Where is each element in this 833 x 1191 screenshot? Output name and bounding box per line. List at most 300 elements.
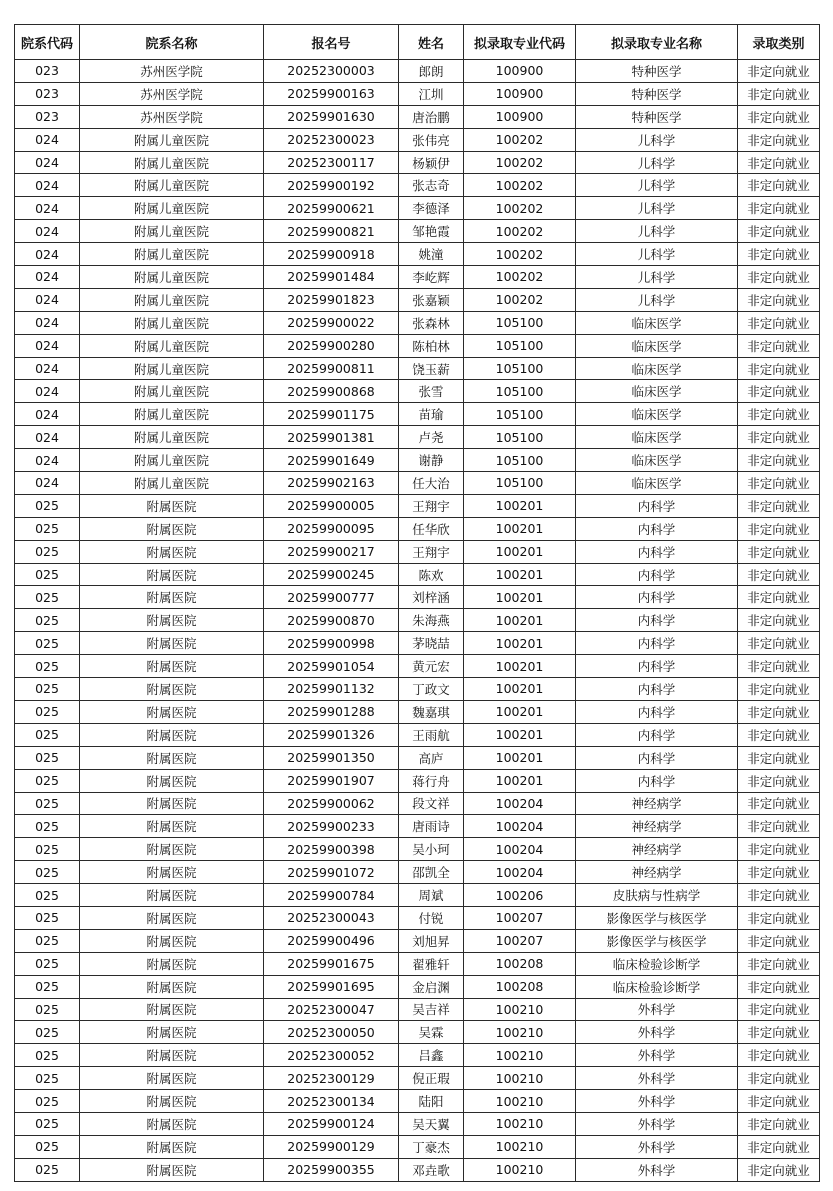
table-row xyxy=(15,197,820,220)
dept-name-cell: 附属儿童医院 xyxy=(80,357,264,380)
major-code-cell: 100201 xyxy=(464,609,576,632)
student-name-cell: 吴小珂 xyxy=(399,838,464,861)
table-row xyxy=(15,449,820,472)
dept-code-cell: 025 xyxy=(15,586,80,609)
dept-code-cell: 025 xyxy=(15,1112,80,1135)
registration-number-cell: 20259900998 xyxy=(264,632,399,655)
student-name-cell: 任华欣 xyxy=(399,517,464,540)
registration-number-cell: 20259902163 xyxy=(264,472,399,495)
dept-code-cell: 025 xyxy=(15,609,80,632)
admission-type-cell: 非定向就业 xyxy=(738,426,820,449)
student-name-cell: 刘旭昇 xyxy=(399,929,464,952)
dept-code-cell: 024 xyxy=(15,128,80,151)
registration-number-cell: 20259900784 xyxy=(264,884,399,907)
registration-number-cell: 20259900870 xyxy=(264,609,399,632)
dept-name-cell: 附属医院 xyxy=(80,861,264,884)
registration-number-cell: 20259901288 xyxy=(264,700,399,723)
header-dept-code: 院系代码 xyxy=(15,25,80,60)
major-code-cell: 100202 xyxy=(464,197,576,220)
major-name-cell: 影像医学与核医学 xyxy=(576,906,738,929)
admission-type-cell: 非定向就业 xyxy=(738,220,820,243)
major-name-cell: 内科学 xyxy=(576,746,738,769)
dept-code-cell: 025 xyxy=(15,632,80,655)
student-name-cell: 倪正瑕 xyxy=(399,1067,464,1090)
major-code-cell: 100204 xyxy=(464,815,576,838)
table-row xyxy=(15,861,820,884)
admission-type-cell: 非定向就业 xyxy=(738,746,820,769)
header-major-name: 拟录取专业名称 xyxy=(576,25,738,60)
major-name-cell: 内科学 xyxy=(576,700,738,723)
dept-code-cell: 024 xyxy=(15,151,80,174)
major-code-cell: 105100 xyxy=(464,403,576,426)
registration-number-cell: 20259900062 xyxy=(264,792,399,815)
major-code-cell: 100201 xyxy=(464,517,576,540)
student-name-cell: 李德泽 xyxy=(399,197,464,220)
dept-name-cell: 附属医院 xyxy=(80,929,264,952)
major-code-cell: 100204 xyxy=(464,792,576,815)
admission-type-cell: 非定向就业 xyxy=(738,998,820,1021)
table-row xyxy=(15,151,820,174)
major-name-cell: 神经病学 xyxy=(576,861,738,884)
dept-code-cell: 024 xyxy=(15,174,80,197)
major-name-cell: 外科学 xyxy=(576,1112,738,1135)
dept-code-cell: 025 xyxy=(15,792,80,815)
admission-type-cell: 非定向就业 xyxy=(738,563,820,586)
dept-code-cell: 025 xyxy=(15,906,80,929)
admission-type-cell: 非定向就业 xyxy=(738,128,820,151)
student-name-cell: 张志奇 xyxy=(399,174,464,197)
major-name-cell: 内科学 xyxy=(576,586,738,609)
student-name-cell: 刘梓涵 xyxy=(399,586,464,609)
dept-name-cell: 附属儿童医院 xyxy=(80,311,264,334)
major-code-cell: 100204 xyxy=(464,861,576,884)
major-name-cell: 外科学 xyxy=(576,1135,738,1158)
registration-number-cell: 20259900005 xyxy=(264,494,399,517)
table-row xyxy=(15,334,820,357)
dept-code-cell: 025 xyxy=(15,769,80,792)
dept-code-cell: 025 xyxy=(15,861,80,884)
major-code-cell: 100201 xyxy=(464,540,576,563)
major-name-cell: 内科学 xyxy=(576,769,738,792)
dept-name-cell: 附属儿童医院 xyxy=(80,288,264,311)
dept-code-cell: 024 xyxy=(15,220,80,243)
dept-name-cell: 附属医院 xyxy=(80,632,264,655)
dept-name-cell: 附属医院 xyxy=(80,1135,264,1158)
admission-type-cell: 非定向就业 xyxy=(738,82,820,105)
dept-name-cell: 附属医院 xyxy=(80,678,264,701)
table-row xyxy=(15,243,820,266)
admission-type-cell: 非定向就业 xyxy=(738,105,820,128)
admission-type-cell: 非定向就业 xyxy=(738,838,820,861)
table-row xyxy=(15,82,820,105)
major-code-cell: 100201 xyxy=(464,746,576,769)
dept-name-cell: 附属医院 xyxy=(80,517,264,540)
student-name-cell: 任大治 xyxy=(399,472,464,495)
admission-type-cell: 非定向就业 xyxy=(738,815,820,838)
table-row xyxy=(15,494,820,517)
major-name-cell: 外科学 xyxy=(576,1021,738,1044)
major-name-cell: 神经病学 xyxy=(576,815,738,838)
registration-number-cell: 20259901649 xyxy=(264,449,399,472)
table-row xyxy=(15,1158,820,1181)
dept-code-cell: 024 xyxy=(15,403,80,426)
admission-type-cell: 非定向就业 xyxy=(738,1044,820,1067)
major-name-cell: 临床医学 xyxy=(576,334,738,357)
student-name-cell: 段文祥 xyxy=(399,792,464,815)
dept-name-cell: 附属医院 xyxy=(80,700,264,723)
major-name-cell: 外科学 xyxy=(576,1158,738,1181)
dept-code-cell: 023 xyxy=(15,82,80,105)
major-code-cell: 100201 xyxy=(464,655,576,678)
table-row xyxy=(15,174,820,197)
registration-number-cell: 20259901326 xyxy=(264,723,399,746)
table-row xyxy=(15,426,820,449)
dept-code-cell: 024 xyxy=(15,288,80,311)
major-code-cell: 100202 xyxy=(464,243,576,266)
dept-name-cell: 附属医院 xyxy=(80,746,264,769)
header-student-name: 姓名 xyxy=(399,25,464,60)
header-registration-number: 报名号 xyxy=(264,25,399,60)
admission-type-cell: 非定向就业 xyxy=(738,311,820,334)
dept-name-cell: 附属医院 xyxy=(80,1021,264,1044)
dept-name-cell: 附属儿童医院 xyxy=(80,266,264,289)
registration-number-cell: 20259901072 xyxy=(264,861,399,884)
major-code-cell: 100210 xyxy=(464,1158,576,1181)
dept-code-cell: 025 xyxy=(15,838,80,861)
admission-type-cell: 非定向就业 xyxy=(738,1067,820,1090)
student-name-cell: 杨颖伊 xyxy=(399,151,464,174)
admission-type-cell: 非定向就业 xyxy=(738,632,820,655)
major-name-cell: 皮肤病与性病学 xyxy=(576,884,738,907)
major-name-cell: 内科学 xyxy=(576,655,738,678)
dept-code-cell: 024 xyxy=(15,357,80,380)
registration-number-cell: 20259900821 xyxy=(264,220,399,243)
dept-name-cell: 附属儿童医院 xyxy=(80,128,264,151)
registration-number-cell: 20259901823 xyxy=(264,288,399,311)
major-code-cell: 100208 xyxy=(464,952,576,975)
student-name-cell: 邓垚歌 xyxy=(399,1158,464,1181)
major-code-cell: 100202 xyxy=(464,220,576,243)
admission-type-cell: 非定向就业 xyxy=(738,472,820,495)
dept-code-cell: 025 xyxy=(15,815,80,838)
student-name-cell: 吴霖 xyxy=(399,1021,464,1044)
registration-number-cell: 20259901381 xyxy=(264,426,399,449)
major-name-cell: 内科学 xyxy=(576,494,738,517)
student-name-cell: 江圳 xyxy=(399,82,464,105)
dept-code-cell: 023 xyxy=(15,60,80,83)
dept-name-cell: 附属医院 xyxy=(80,769,264,792)
student-name-cell: 张森林 xyxy=(399,311,464,334)
registration-number-cell: 20259900398 xyxy=(264,838,399,861)
major-name-cell: 临床医学 xyxy=(576,311,738,334)
registration-number-cell: 20259900129 xyxy=(264,1135,399,1158)
admission-type-cell: 非定向就业 xyxy=(738,609,820,632)
registration-number-cell: 20259901484 xyxy=(264,266,399,289)
student-name-cell: 陈柏林 xyxy=(399,334,464,357)
table-row xyxy=(15,746,820,769)
dept-code-cell: 024 xyxy=(15,449,80,472)
major-code-cell: 100210 xyxy=(464,1021,576,1044)
major-name-cell: 临床医学 xyxy=(576,357,738,380)
admission-type-cell: 非定向就业 xyxy=(738,60,820,83)
admission-type-cell: 非定向就业 xyxy=(738,380,820,403)
registration-number-cell: 20252300117 xyxy=(264,151,399,174)
dept-code-cell: 025 xyxy=(15,884,80,907)
registration-number-cell: 20259900124 xyxy=(264,1112,399,1135)
major-name-cell: 临床医学 xyxy=(576,472,738,495)
dept-name-cell: 附属医院 xyxy=(80,975,264,998)
major-code-cell: 100210 xyxy=(464,998,576,1021)
major-name-cell: 外科学 xyxy=(576,1044,738,1067)
student-name-cell: 苗瑜 xyxy=(399,403,464,426)
registration-number-cell: 20259900233 xyxy=(264,815,399,838)
major-code-cell: 105100 xyxy=(464,311,576,334)
major-name-cell: 儿科学 xyxy=(576,151,738,174)
table-row xyxy=(15,975,820,998)
registration-number-cell: 20259901630 xyxy=(264,105,399,128)
table-row xyxy=(15,678,820,701)
dept-name-cell: 附属医院 xyxy=(80,563,264,586)
table-row xyxy=(15,288,820,311)
table-row xyxy=(15,540,820,563)
student-name-cell: 吴天翼 xyxy=(399,1112,464,1135)
dept-code-cell: 025 xyxy=(15,929,80,952)
registration-number-cell: 20259901675 xyxy=(264,952,399,975)
table-row xyxy=(15,403,820,426)
student-name-cell: 李屹辉 xyxy=(399,266,464,289)
major-code-cell: 100201 xyxy=(464,563,576,586)
major-name-cell: 神经病学 xyxy=(576,838,738,861)
major-code-cell: 105100 xyxy=(464,380,576,403)
registration-number-cell: 20259900355 xyxy=(264,1158,399,1181)
dept-name-cell: 附属医院 xyxy=(80,952,264,975)
major-name-cell: 内科学 xyxy=(576,678,738,701)
dept-name-cell: 附属医院 xyxy=(80,815,264,838)
student-name-cell: 吕鑫 xyxy=(399,1044,464,1067)
major-code-cell: 100206 xyxy=(464,884,576,907)
student-name-cell: 付锐 xyxy=(399,906,464,929)
table-row xyxy=(15,884,820,907)
table-row xyxy=(15,586,820,609)
student-name-cell: 吴吉祥 xyxy=(399,998,464,1021)
major-name-cell: 内科学 xyxy=(576,609,738,632)
dept-code-cell: 025 xyxy=(15,700,80,723)
dept-code-cell: 025 xyxy=(15,1090,80,1113)
student-name-cell: 唐治鹏 xyxy=(399,105,464,128)
admission-type-cell: 非定向就业 xyxy=(738,540,820,563)
dept-code-cell: 025 xyxy=(15,723,80,746)
major-name-cell: 临床医学 xyxy=(576,426,738,449)
registration-number-cell: 20259901907 xyxy=(264,769,399,792)
admission-table xyxy=(14,24,820,1182)
major-name-cell: 临床检验诊断学 xyxy=(576,952,738,975)
dept-name-cell: 苏州医学院 xyxy=(80,60,264,83)
major-code-cell: 105100 xyxy=(464,472,576,495)
table-row xyxy=(15,1090,820,1113)
dept-name-cell: 附属儿童医院 xyxy=(80,151,264,174)
table-row xyxy=(15,1067,820,1090)
major-code-cell: 105100 xyxy=(464,449,576,472)
dept-name-cell: 苏州医学院 xyxy=(80,105,264,128)
major-name-cell: 特种医学 xyxy=(576,82,738,105)
registration-number-cell: 20252300047 xyxy=(264,998,399,1021)
dept-name-cell: 附属医院 xyxy=(80,655,264,678)
admission-type-cell: 非定向就业 xyxy=(738,700,820,723)
major-code-cell: 100210 xyxy=(464,1112,576,1135)
student-name-cell: 黄元宏 xyxy=(399,655,464,678)
dept-code-cell: 025 xyxy=(15,1135,80,1158)
admission-type-cell: 非定向就业 xyxy=(738,494,820,517)
registration-number-cell: 20259900217 xyxy=(264,540,399,563)
header-row xyxy=(15,25,820,60)
dept-name-cell: 附属医院 xyxy=(80,723,264,746)
student-name-cell: 张嘉颖 xyxy=(399,288,464,311)
admission-type-cell: 非定向就业 xyxy=(738,975,820,998)
registration-number-cell: 20259900621 xyxy=(264,197,399,220)
major-code-cell: 100201 xyxy=(464,494,576,517)
table-row xyxy=(15,472,820,495)
dept-code-cell: 025 xyxy=(15,540,80,563)
admission-type-cell: 非定向就业 xyxy=(738,1021,820,1044)
table-row xyxy=(15,929,820,952)
dept-name-cell: 附属医院 xyxy=(80,1044,264,1067)
dept-name-cell: 附属儿童医院 xyxy=(80,426,264,449)
major-name-cell: 神经病学 xyxy=(576,792,738,815)
major-code-cell: 100207 xyxy=(464,906,576,929)
dept-name-cell: 附属医院 xyxy=(80,998,264,1021)
major-code-cell: 105100 xyxy=(464,426,576,449)
dept-name-cell: 附属医院 xyxy=(80,1112,264,1135)
dept-name-cell: 附属儿童医院 xyxy=(80,220,264,243)
table-row xyxy=(15,998,820,1021)
student-name-cell: 邹艳霞 xyxy=(399,220,464,243)
registration-number-cell: 20259900192 xyxy=(264,174,399,197)
major-code-cell: 100201 xyxy=(464,700,576,723)
admission-type-cell: 非定向就业 xyxy=(738,288,820,311)
major-code-cell: 100201 xyxy=(464,586,576,609)
major-name-cell: 儿科学 xyxy=(576,288,738,311)
major-code-cell: 100201 xyxy=(464,678,576,701)
table-row xyxy=(15,380,820,403)
student-name-cell: 蒋行舟 xyxy=(399,769,464,792)
student-name-cell: 丁政文 xyxy=(399,678,464,701)
admission-type-cell: 非定向就业 xyxy=(738,334,820,357)
student-name-cell: 茅晓喆 xyxy=(399,632,464,655)
student-name-cell: 王翔宇 xyxy=(399,494,464,517)
dept-code-cell: 024 xyxy=(15,380,80,403)
table-row xyxy=(15,700,820,723)
student-name-cell: 邵凯全 xyxy=(399,861,464,884)
major-code-cell: 105100 xyxy=(464,357,576,380)
admission-type-cell: 非定向就业 xyxy=(738,174,820,197)
student-name-cell: 周斌 xyxy=(399,884,464,907)
admission-type-cell: 非定向就业 xyxy=(738,517,820,540)
admission-type-cell: 非定向就业 xyxy=(738,1135,820,1158)
dept-name-cell: 附属医院 xyxy=(80,906,264,929)
registration-number-cell: 20259901350 xyxy=(264,746,399,769)
registration-number-cell: 20259900163 xyxy=(264,82,399,105)
table-row xyxy=(15,655,820,678)
registration-number-cell: 20259900868 xyxy=(264,380,399,403)
registration-number-cell: 20252300050 xyxy=(264,1021,399,1044)
dept-code-cell: 025 xyxy=(15,1044,80,1067)
dept-name-cell: 附属医院 xyxy=(80,609,264,632)
registration-number-cell: 20259901175 xyxy=(264,403,399,426)
registration-number-cell: 20259901695 xyxy=(264,975,399,998)
header-major-code: 拟录取专业代码 xyxy=(464,25,576,60)
dept-code-cell: 024 xyxy=(15,197,80,220)
admission-type-cell: 非定向就业 xyxy=(738,243,820,266)
registration-number-cell: 20259900245 xyxy=(264,563,399,586)
dept-code-cell: 024 xyxy=(15,334,80,357)
table-row xyxy=(15,60,820,83)
dept-name-cell: 附属儿童医院 xyxy=(80,334,264,357)
dept-name-cell: 附属医院 xyxy=(80,1067,264,1090)
major-name-cell: 儿科学 xyxy=(576,128,738,151)
major-code-cell: 100204 xyxy=(464,838,576,861)
student-name-cell: 陈欢 xyxy=(399,563,464,586)
registration-number-cell: 20259900496 xyxy=(264,929,399,952)
major-code-cell: 100210 xyxy=(464,1090,576,1113)
major-code-cell: 100201 xyxy=(464,723,576,746)
table-row xyxy=(15,1044,820,1067)
dept-name-cell: 附属儿童医院 xyxy=(80,449,264,472)
dept-name-cell: 附属医院 xyxy=(80,884,264,907)
dept-code-cell: 025 xyxy=(15,517,80,540)
major-code-cell: 100201 xyxy=(464,769,576,792)
registration-number-cell: 20252300129 xyxy=(264,1067,399,1090)
dept-code-cell: 025 xyxy=(15,655,80,678)
admission-type-cell: 非定向就业 xyxy=(738,266,820,289)
table-row xyxy=(15,517,820,540)
dept-code-cell: 025 xyxy=(15,563,80,586)
table-row xyxy=(15,563,820,586)
registration-number-cell: 20259900918 xyxy=(264,243,399,266)
registration-number-cell: 20252300003 xyxy=(264,60,399,83)
registration-number-cell: 20252300043 xyxy=(264,906,399,929)
student-name-cell: 王翔宇 xyxy=(399,540,464,563)
major-name-cell: 临床医学 xyxy=(576,403,738,426)
admission-type-cell: 非定向就业 xyxy=(738,403,820,426)
major-code-cell: 100207 xyxy=(464,929,576,952)
admission-type-cell: 非定向就业 xyxy=(738,929,820,952)
major-code-cell: 100202 xyxy=(464,128,576,151)
dept-code-cell: 024 xyxy=(15,472,80,495)
admission-type-cell: 非定向就业 xyxy=(738,792,820,815)
registration-number-cell: 20259901132 xyxy=(264,678,399,701)
table-row xyxy=(15,769,820,792)
admission-type-cell: 非定向就业 xyxy=(738,1112,820,1135)
admission-type-cell: 非定向就业 xyxy=(738,1090,820,1113)
dept-code-cell: 025 xyxy=(15,746,80,769)
table-row xyxy=(15,838,820,861)
major-name-cell: 外科学 xyxy=(576,1090,738,1113)
dept-name-cell: 附属儿童医院 xyxy=(80,174,264,197)
dept-code-cell: 025 xyxy=(15,975,80,998)
table-row xyxy=(15,815,820,838)
header-dept-name: 院系名称 xyxy=(80,25,264,60)
student-name-cell: 朱海燕 xyxy=(399,609,464,632)
dept-code-cell: 024 xyxy=(15,426,80,449)
table-row xyxy=(15,105,820,128)
major-name-cell: 临床医学 xyxy=(576,380,738,403)
major-code-cell: 100202 xyxy=(464,151,576,174)
dept-name-cell: 附属医院 xyxy=(80,1158,264,1181)
major-code-cell: 100900 xyxy=(464,60,576,83)
dept-code-cell: 024 xyxy=(15,243,80,266)
major-name-cell: 临床医学 xyxy=(576,449,738,472)
major-code-cell: 100201 xyxy=(464,632,576,655)
